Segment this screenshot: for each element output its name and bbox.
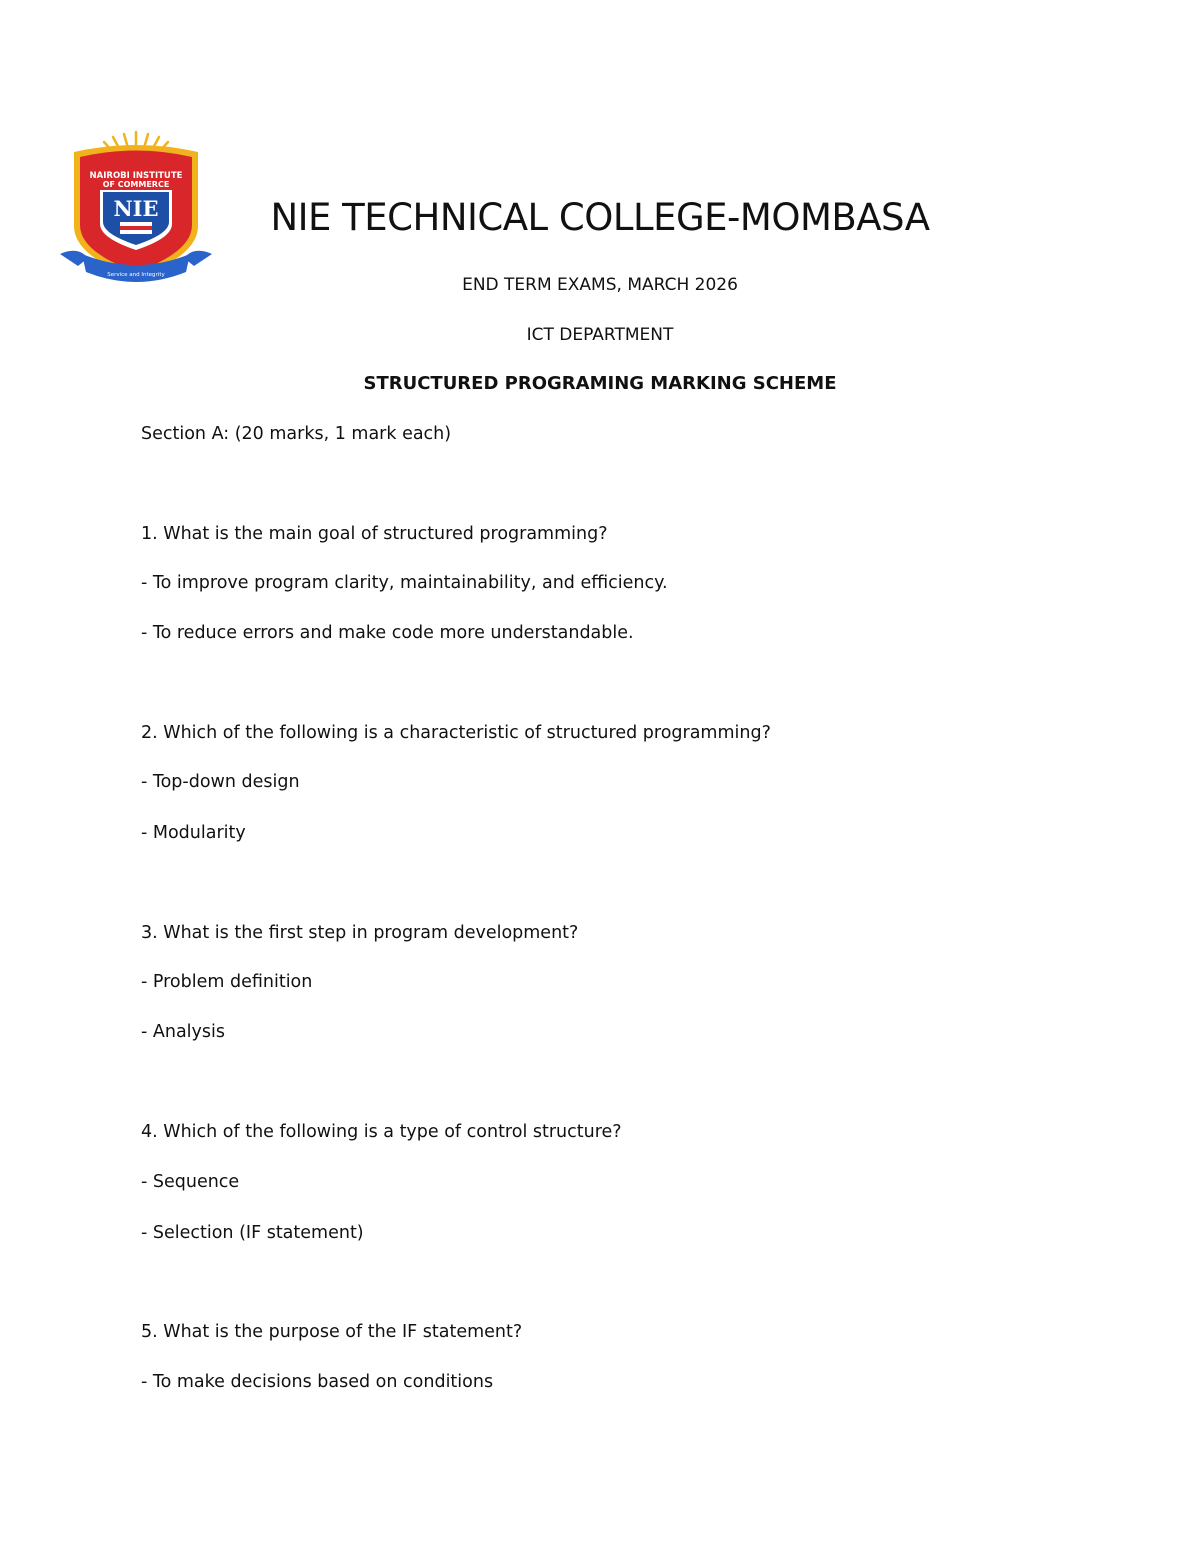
question-3-answer-1: - Problem definition xyxy=(141,972,313,992)
question-1-answer-1: - To improve program clarity, maintainability, and efficiency. xyxy=(141,573,668,593)
question-4: 4. Which of the following is a type of control structure? xyxy=(141,1122,622,1142)
question-2-answer-1: - Top-down design xyxy=(141,772,300,792)
department-name: ICT DEPARTMENT xyxy=(526,325,674,345)
marking-scheme-title: STRUCTURED PROGRAMING MARKING SCHEME xyxy=(363,373,837,394)
question-3-answer-2: - Analysis xyxy=(141,1022,225,1042)
question-1-answer-2: - To reduce errors and make code more understandable. xyxy=(141,623,634,643)
exam-subtitle: END TERM EXAMS, MARCH 2026 xyxy=(462,275,738,295)
logo-initials: NIE xyxy=(113,196,159,221)
question-2-answer-2: - Modularity xyxy=(141,823,246,843)
section-a-heading: Section A: (20 marks, 1 mark each) xyxy=(141,424,452,444)
question-4-answer-2: - Selection (IF statement) xyxy=(141,1223,364,1243)
question-5: 5. What is the purpose of the IF statement? xyxy=(141,1322,523,1342)
college-title: NIE TECHNICAL COLLEGE-MOMBASA xyxy=(270,196,930,239)
question-4-answer-1: - Sequence xyxy=(141,1172,240,1192)
logo-top-text: NAIROBI INSTITUTE xyxy=(89,171,183,181)
logo-ribbon-text: Service and Integrity xyxy=(107,272,165,278)
question-5-answer-1: - To make decisions based on conditions xyxy=(141,1372,494,1392)
question-2: 2. Which of the following is a characteristic of structured programming? xyxy=(141,723,771,743)
question-1: 1. What is the main goal of structured programming? xyxy=(141,524,608,544)
question-3: 3. What is the first step in program development? xyxy=(141,923,579,943)
logo-mid-text: OF COMMERCE xyxy=(102,180,170,189)
